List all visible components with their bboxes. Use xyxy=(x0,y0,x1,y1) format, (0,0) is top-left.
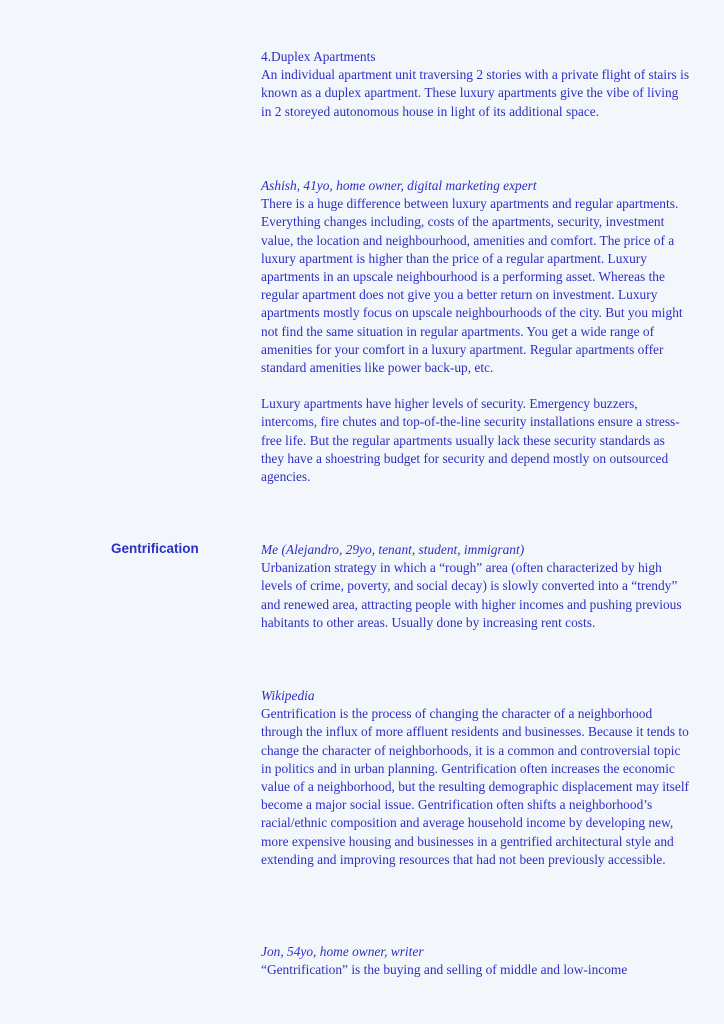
me-quote xyxy=(261,541,691,632)
jon-quote xyxy=(261,943,691,979)
duplex-section xyxy=(261,48,691,121)
duplex-body: An individual apartment unit traversing 2 stories with a private flight of stairs is known as a duplex apartment. These luxury apartments give the vibe of living in 2 storeyed autonomous house in light of its additional space. xyxy=(261,67,690,119)
ashish-quote xyxy=(261,177,691,486)
wikipedia-body: Gentrification is the process of changing the character of a neighborhood through the influx of more affluent residents and businesses. Because it tends to change the character of neighborhoods, it is a common and controversial topic in politics and in urban planning. Gentrification often increases the economic value of a neighborhood, but the resulting demographic displacement may itself become a major social issue. Gentrification often shifts a neighborhood’s racial/ethnic composition and average household income by developing new, more expensive housing and businesses in a gentrified architectural style and extending and improving resources that had not been previously accessible. xyxy=(261,706,690,867)
section-label-gentrification: Gentrification xyxy=(111,541,199,556)
ashish-paragraph-2: Luxury apartments have higher levels of security. Emergency buzzers, intercoms, fire chutes and top-of-the-line security installations ensure a stress-free life. But the regular apartments usually lack these security standards as they have a shoestring budget for security and depend mostly on outsourced agencies. xyxy=(261,396,680,485)
jon-body: “Gentrification” is the buying and selling of middle and low-income xyxy=(261,962,628,978)
ashish-attribution: Ashish, 41yo, home owner, digital marketing expert xyxy=(261,178,537,193)
jon-attribution: Jon, 54yo, home owner, writer xyxy=(261,944,424,959)
wikipedia-quote xyxy=(261,687,691,869)
ashish-paragraph-1: There is a huge difference between luxury apartments and regular apartments. Everything changes including, costs of the apartments, security, investment value, the location and neighbourhood, amenities and comfort. The price of a luxury apartment is higher than the price of a regular apartment. Luxury apartments in an upscale neighbourhood is a performing asset. Whereas the regular apartment does not give you a better return on investment. Luxury apartments mostly focus on upscale neighbourhoods of the city. But you might not find the same situation in regular apartments. You get a wide range of amenities for your comfort in a luxury apartment. Regular apartments offer standard amenities like power back-up, etc. xyxy=(261,196,683,376)
wikipedia-attribution: Wikipedia xyxy=(261,688,315,703)
me-attribution: Me (Alejandro, 29yo, tenant, student, immigrant) xyxy=(261,542,525,557)
duplex-heading: 4.Duplex Apartments xyxy=(261,49,376,64)
me-body: Urbanization strategy in which a “rough” area (often characterized by high levels of crime, poverty, and social decay) is slowly converted into a “trendy” and renewed area, attracting people with higher incomes and pushing previous habitants to other areas. Usually done by increasing rent costs. xyxy=(261,560,682,630)
